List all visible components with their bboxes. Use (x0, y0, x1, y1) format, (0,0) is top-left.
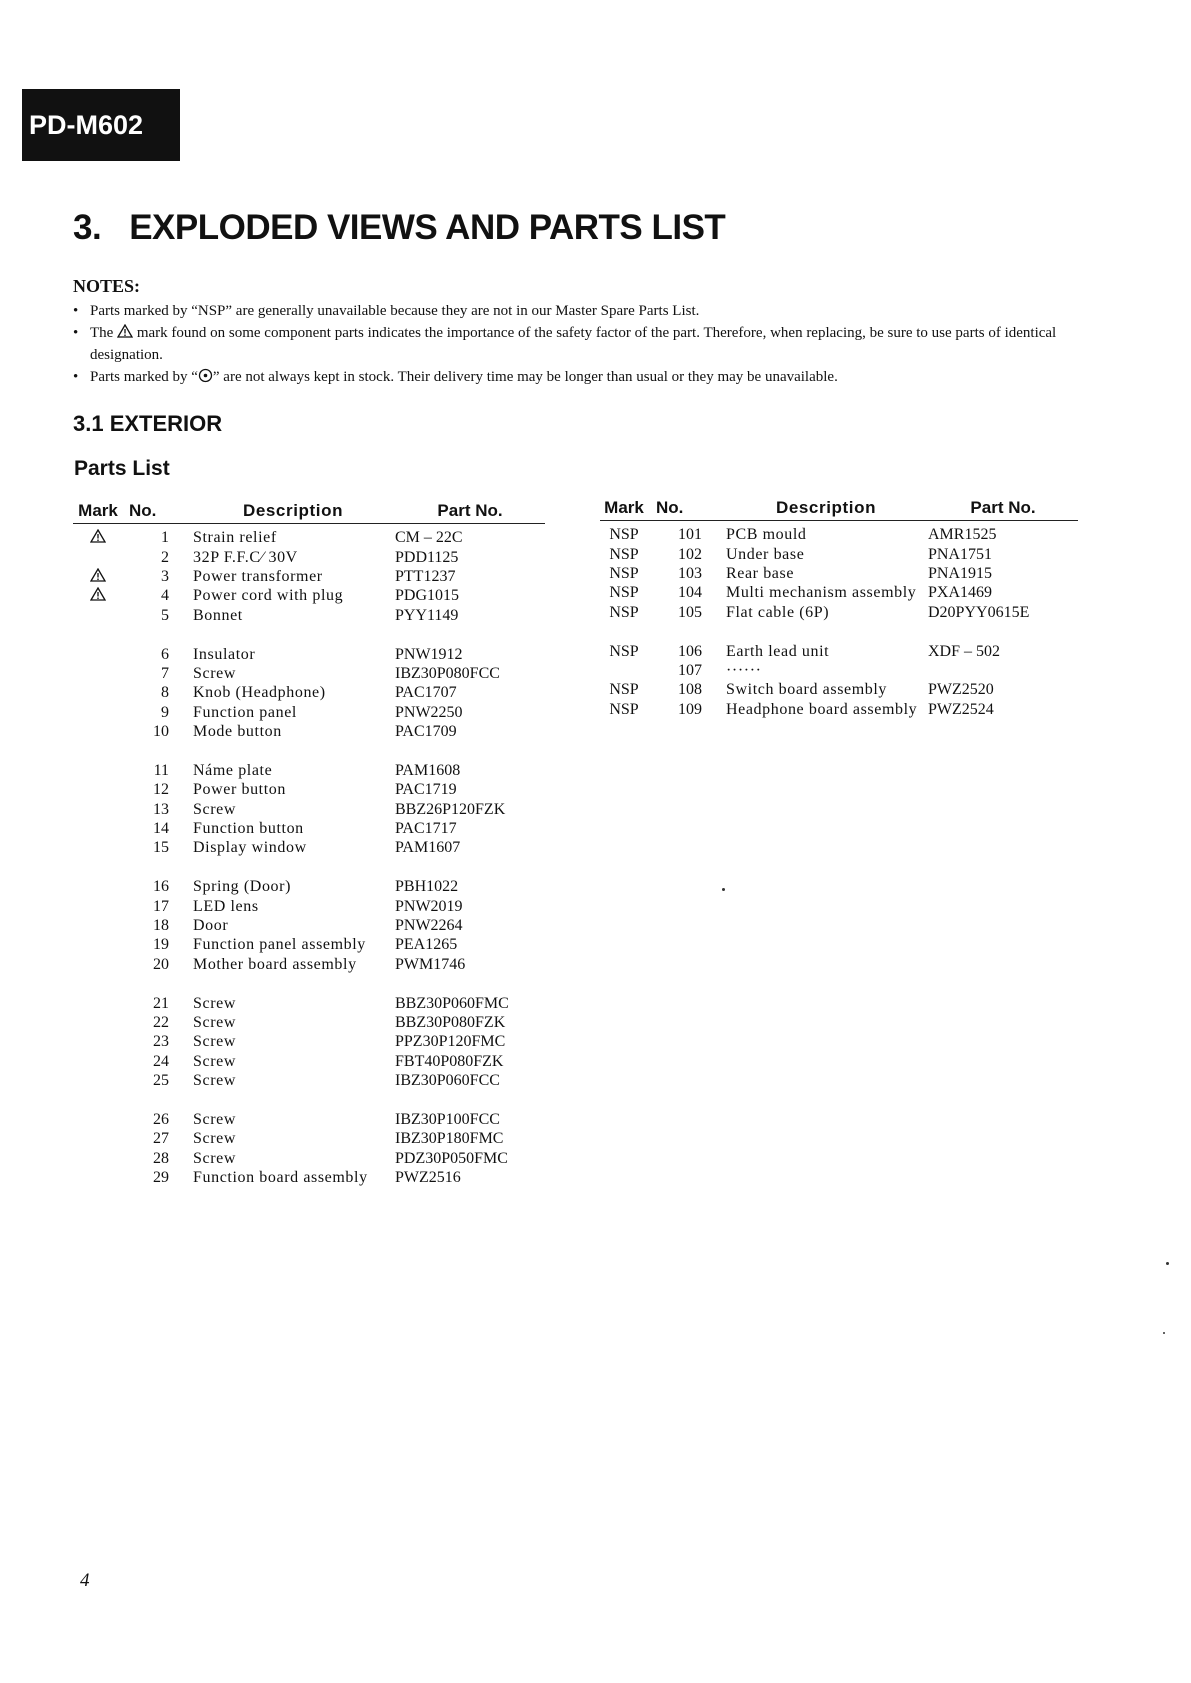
table-row (73, 916, 545, 935)
row-spacer (73, 974, 545, 993)
mark-cell (73, 586, 123, 605)
mark-cell (73, 567, 123, 586)
note-stock (73, 366, 1083, 388)
item-number: 3 (161, 567, 169, 585)
item-number: 12 (153, 781, 169, 799)
header-mark: Mark (73, 500, 123, 524)
item-part-number: PDD1125 (395, 548, 459, 566)
item-part-number: PEA1265 (395, 936, 458, 954)
item-description: Screw (193, 1130, 236, 1148)
table-row (73, 524, 545, 548)
item-number: 105 (678, 603, 702, 621)
header-description: Description (181, 500, 393, 524)
table-row (73, 1149, 545, 1168)
item-part-number: PAC1709 (395, 723, 457, 741)
item-description: Knob (Headphone) (193, 684, 326, 702)
scan-speck (1166, 1262, 1169, 1265)
mark-cell (73, 916, 123, 935)
scan-speck (722, 888, 725, 891)
parts-table-left-body (73, 524, 545, 1188)
item-number: 10 (153, 723, 169, 741)
item-description: Screw (193, 1149, 236, 1167)
table-row (73, 935, 545, 954)
note-nsp-text: Parts marked by “NSP” are generally unavailable because they are not in our Master Spare Parts List. (90, 303, 700, 319)
row-spacer (73, 741, 545, 760)
parts-table-right (600, 497, 1078, 719)
header-part-no: Part No. (926, 497, 1078, 521)
table-row (73, 1052, 545, 1071)
table-row (600, 603, 1078, 622)
item-number: 19 (153, 936, 169, 954)
item-number: 14 (153, 820, 169, 838)
mark-cell (73, 761, 123, 780)
table-row (73, 799, 545, 818)
mark-cell (73, 935, 123, 954)
mark-cell: NSP (609, 603, 639, 621)
mark-cell (73, 1149, 123, 1168)
table-row (600, 641, 1078, 660)
item-part-number: PDZ30P050FMC (395, 1149, 508, 1167)
item-number: 18 (153, 917, 169, 934)
note-safety-post: mark found on some component parts indicates the importance of the safety factor of the part. Therefore, when replacing, be sure to use parts of identical designation. (90, 325, 1057, 363)
header-description: Description (714, 497, 926, 521)
table-row (73, 1032, 545, 1051)
table-row (73, 993, 545, 1012)
item-number: 22 (153, 1013, 169, 1031)
item-description: Strain relief (193, 529, 277, 547)
item-description: Function board assembly (193, 1169, 368, 1187)
item-description: Screw (193, 1033, 236, 1051)
item-description: Switch board assembly (726, 681, 888, 699)
mark-cell (73, 1110, 123, 1129)
warning-triangle-icon (90, 587, 106, 601)
row-spacer (73, 625, 545, 644)
header-no: No. (123, 500, 181, 524)
item-description: Function panel assembly (193, 936, 366, 954)
item-description: ······ (726, 661, 762, 679)
item-description: Screw (193, 1052, 236, 1070)
item-part-number: PAM1607 (395, 839, 461, 857)
item-number: 8 (161, 684, 169, 702)
item-part-number (926, 661, 1078, 680)
item-description: Bonnet (193, 606, 243, 624)
table-row (600, 583, 1078, 602)
item-part-number: PTT1237 (395, 567, 456, 585)
item-number: 104 (678, 584, 702, 602)
table-row (73, 644, 545, 663)
item-part-number: PAC1707 (395, 684, 457, 702)
item-part-number: CM – 22C (395, 529, 463, 547)
item-part-number: PNW2019 (395, 897, 463, 915)
table-row (73, 567, 545, 586)
mark-cell (73, 993, 123, 1012)
item-description: Multi mechanism assembly (726, 584, 917, 602)
item-number: 102 (678, 545, 702, 563)
section-number: 3. (73, 208, 102, 247)
table-row (73, 955, 545, 974)
item-part-number: PNA1915 (928, 564, 993, 582)
item-part-number: BBZ26P120FZK (395, 800, 506, 818)
mark-cell: NSP (609, 564, 639, 582)
item-number: 21 (153, 994, 169, 1012)
table-row (73, 703, 545, 722)
item-part-number: PDG1015 (395, 587, 460, 605)
item-part-number: FBT40P080FZK (395, 1052, 504, 1070)
table-row (600, 661, 1078, 680)
item-description: Screw (193, 1072, 236, 1090)
item-description: Screw (193, 800, 236, 818)
item-part-number: IBZ30P060FCC (395, 1072, 500, 1090)
circled-dot-icon (198, 368, 213, 383)
mark-cell (73, 896, 123, 915)
item-description: Power cord with plug (193, 587, 344, 605)
row-spacer (73, 858, 545, 877)
row-spacer (600, 622, 1078, 641)
item-description: Mother board assembly (193, 955, 357, 973)
item-part-number: IBZ30P180FMC (395, 1130, 504, 1148)
parts-list-title: Parts List (74, 457, 170, 480)
item-number: 108 (678, 681, 702, 699)
mark-cell (73, 819, 123, 838)
row-spacer (73, 1090, 545, 1109)
mark-cell: NSP (609, 526, 639, 544)
item-part-number: PWM1746 (395, 955, 466, 973)
section-heading: EXPLODED VIEWS AND PARTS LIST (129, 208, 726, 247)
table-row (73, 1071, 545, 1090)
item-part-number: PWZ2516 (395, 1169, 461, 1187)
parts-table-right-body (600, 521, 1078, 719)
item-description: PCB mould (726, 526, 807, 544)
item-number: 13 (153, 800, 169, 818)
header-part-no: Part No. (393, 500, 545, 524)
item-number: 17 (153, 897, 169, 915)
mark-cell (73, 780, 123, 799)
mark-cell (73, 644, 123, 663)
mark-cell (73, 1071, 123, 1090)
table-row (73, 819, 545, 838)
mark-cell (73, 547, 123, 566)
item-number: 15 (153, 839, 169, 857)
item-part-number: PWZ2520 (928, 681, 994, 699)
header-no: No. (648, 497, 714, 521)
item-description: Screw (193, 994, 236, 1012)
table-row (73, 1168, 545, 1187)
mark-cell: NSP (609, 642, 639, 660)
item-part-number: PYY1149 (395, 606, 459, 624)
mark-cell: NSP (609, 700, 639, 718)
item-number: 11 (153, 761, 169, 779)
item-part-number: PNW2250 (395, 703, 463, 721)
table-row (73, 547, 545, 566)
mark-cell (73, 1052, 123, 1071)
item-description: Mode button (193, 723, 282, 741)
item-part-number: BBZ30P080FZK (395, 1013, 506, 1031)
table-row (73, 722, 545, 741)
item-part-number: PWZ2524 (928, 700, 994, 718)
item-number: 27 (153, 1130, 169, 1148)
item-part-number: PPZ30P120FMC (395, 1033, 506, 1051)
item-part-number: BBZ30P060FMC (395, 994, 509, 1012)
mark-cell (73, 799, 123, 818)
table-row (600, 564, 1078, 583)
item-number: 24 (153, 1052, 169, 1070)
mark-cell (73, 1032, 123, 1051)
item-description: Earth lead unit (726, 642, 830, 660)
table-row (73, 606, 545, 625)
item-part-number: PAC1717 (395, 820, 457, 838)
item-part-number: AMR1525 (928, 526, 997, 544)
item-number: 20 (153, 955, 169, 973)
mark-cell (73, 606, 123, 625)
item-number: 25 (153, 1072, 169, 1090)
table-row (600, 680, 1078, 699)
header-mark: Mark (600, 497, 648, 521)
mark-cell (73, 683, 123, 702)
item-part-number: PNW2264 (395, 917, 463, 934)
table-row (73, 1110, 545, 1129)
item-number: 28 (153, 1149, 169, 1167)
item-description: Náme plate (193, 761, 273, 779)
table-row (600, 700, 1078, 719)
item-number: 1 (161, 529, 169, 547)
table-row (600, 544, 1078, 563)
table-row (600, 521, 1078, 545)
item-description: Function panel (193, 703, 297, 721)
item-part-number: D20PYY0615E (928, 603, 1030, 621)
item-number: 103 (678, 564, 702, 582)
section-title (73, 208, 725, 248)
mark-cell: NSP (609, 681, 639, 699)
item-part-number: PNW1912 (395, 645, 463, 663)
table-row (73, 1013, 545, 1032)
table-row (73, 1129, 545, 1148)
item-number: 5 (161, 606, 169, 624)
notes-list (73, 300, 1083, 388)
model-name: PD-M602 (29, 109, 144, 140)
item-description: Screw (193, 1013, 236, 1031)
item-part-number: PNA1751 (928, 545, 993, 563)
warning-triangle-icon (90, 529, 106, 543)
item-number: 7 (161, 664, 169, 682)
item-part-number: PBH1022 (395, 878, 459, 896)
item-description: 32P F.F.C∕ 30V (193, 548, 298, 566)
item-description: Spring (Door) (193, 878, 292, 896)
item-description: Under base (726, 545, 805, 563)
warning-triangle-icon (117, 324, 133, 338)
item-description: Flat cable (6P) (726, 603, 830, 621)
item-number: 6 (161, 645, 169, 663)
item-description: Power transformer (193, 567, 323, 585)
item-number: 23 (153, 1033, 169, 1051)
item-description: Insulator (193, 645, 256, 663)
mark-cell (73, 524, 123, 548)
item-part-number: IBZ30P100FCC (395, 1110, 500, 1128)
item-description: Screw (193, 1110, 236, 1128)
item-number: 9 (161, 703, 169, 721)
item-part-number: PXA1469 (928, 584, 993, 602)
model-badge (22, 89, 180, 161)
item-part-number: IBZ30P080FCC (395, 664, 500, 682)
note-safety (73, 322, 1083, 366)
mark-cell: NSP (609, 584, 639, 602)
note-safety-pre: The (90, 325, 114, 341)
item-part-number: XDF – 502 (928, 642, 1001, 660)
mark-cell (73, 1129, 123, 1148)
scan-speck (1163, 1332, 1165, 1334)
mark-cell (73, 838, 123, 857)
mark-cell (600, 661, 648, 680)
item-description: Door (193, 917, 229, 934)
mark-cell (73, 703, 123, 722)
item-number: 4 (161, 587, 169, 605)
subsection-title: 3.1 EXTERIOR (73, 411, 223, 436)
item-number: 106 (678, 642, 702, 660)
item-description: Display window (193, 839, 307, 857)
note-nsp (73, 300, 1083, 322)
page-number: 4 (80, 1570, 90, 1591)
mark-cell (73, 664, 123, 683)
note-stock-pre: Parts marked by “ (90, 369, 198, 385)
mark-cell (73, 955, 123, 974)
parts-table-left (73, 500, 545, 1187)
item-part-number: PAC1719 (395, 781, 457, 799)
table-row (73, 896, 545, 915)
table-row (73, 664, 545, 683)
item-description: Function button (193, 820, 304, 838)
item-description: Headphone board assembly (726, 700, 918, 718)
item-part-number: PAM1608 (395, 761, 461, 779)
table-row (73, 877, 545, 896)
warning-triangle-icon (90, 568, 106, 582)
item-number: 107 (678, 661, 702, 679)
item-number: 2 (161, 548, 169, 566)
item-number: 29 (153, 1169, 169, 1187)
mark-cell (73, 1168, 123, 1187)
item-description: Screw (193, 664, 236, 682)
item-description: Rear base (726, 564, 795, 582)
item-description: Power button (193, 781, 286, 799)
item-number: 101 (678, 526, 702, 544)
table-row (73, 683, 545, 702)
item-number: 26 (153, 1110, 169, 1128)
item-number: 16 (153, 878, 169, 896)
table-row (73, 838, 545, 857)
item-description: LED lens (193, 897, 259, 915)
mark-cell (73, 1013, 123, 1032)
note-stock-post: ” are not always kept in stock. Their delivery time may be longer than usual or they may be unavailable. (212, 369, 838, 385)
mark-cell: NSP (609, 545, 639, 563)
notes-heading: NOTES: (73, 276, 141, 296)
table-row (73, 761, 545, 780)
table-row (73, 780, 545, 799)
item-number: 109 (678, 700, 702, 718)
table-row (73, 586, 545, 605)
mark-cell (73, 722, 123, 741)
mark-cell (73, 877, 123, 896)
